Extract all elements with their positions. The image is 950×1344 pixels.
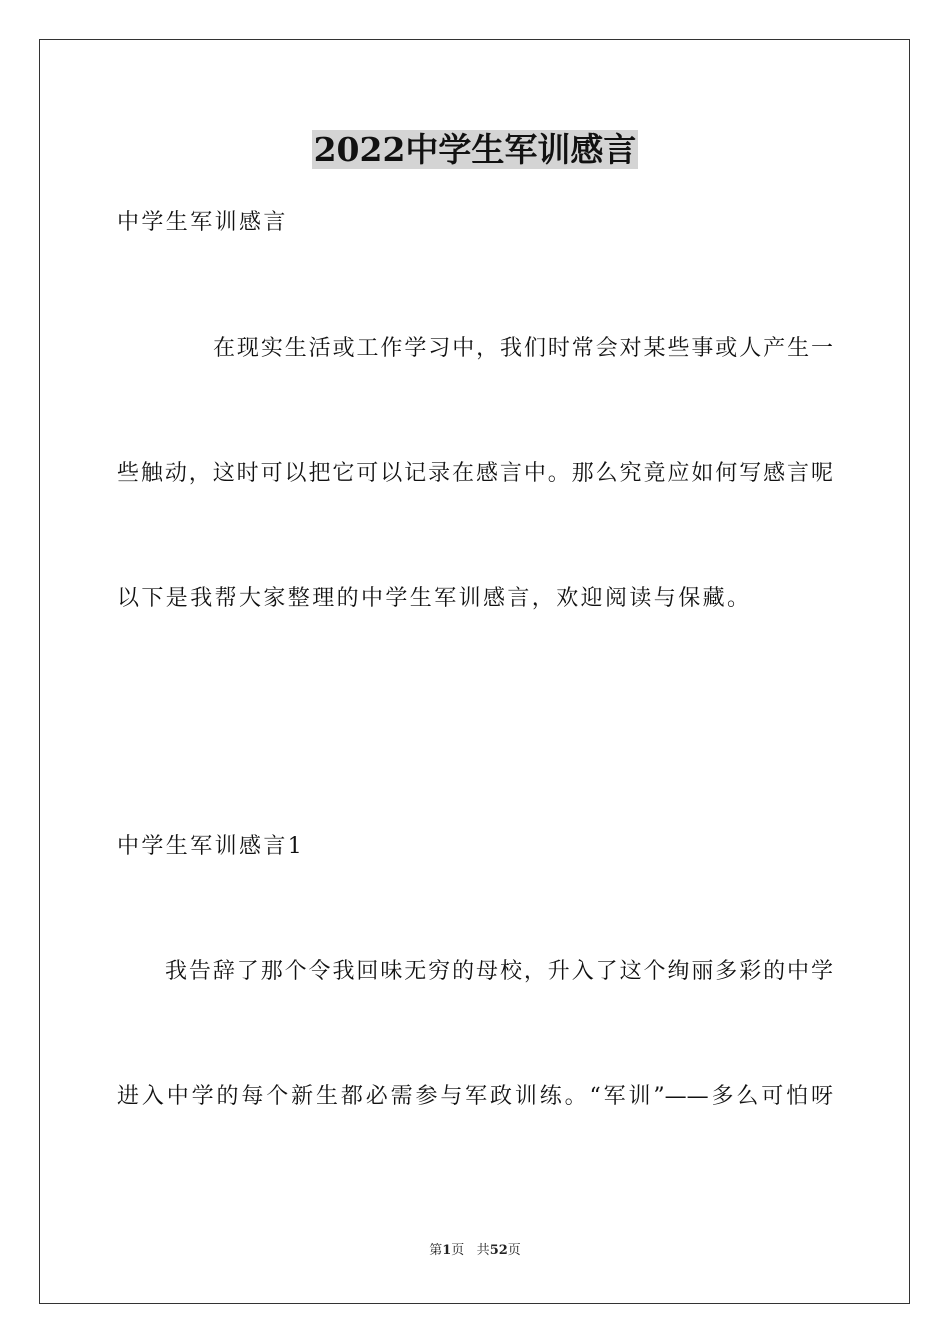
page-number-unit: 页 [451, 1243, 465, 1258]
section-heading: 中学生军训感言 [117, 210, 288, 235]
total-pages-unit: 页 [507, 1243, 521, 1258]
section-heading: 中学生军训感言1 [117, 834, 305, 859]
document-title [0, 130, 950, 170]
document-title-text: 2022中学生军训感言 [313, 130, 637, 169]
paragraph-line: 以下是我帮大家整理的中学生军训感言，欢迎阅读与保藏。 [117, 586, 752, 611]
total-pages-prefix: 共 [476, 1243, 490, 1258]
paragraph-line: 些触动，这时可以把它可以记录在感言中。那么究竟应如何写感言呢 [117, 461, 833, 486]
page-footer [0, 1242, 950, 1260]
paragraph-line: 我告辞了那个令我回味无穷的母校，升入了这个绚丽多彩的中学 [165, 959, 833, 984]
total-pages: 52 [489, 1243, 508, 1258]
paragraph-line: 进入中学的每个新生都必需参与军政训练。“军训”——多么可怕呀 [117, 1084, 833, 1109]
page-number: 1 [442, 1243, 452, 1258]
paragraph-line: 在现实生活或工作学习中，我们时常会对某些事或人产生一 [213, 336, 833, 361]
page-number-prefix: 第 [429, 1243, 443, 1258]
